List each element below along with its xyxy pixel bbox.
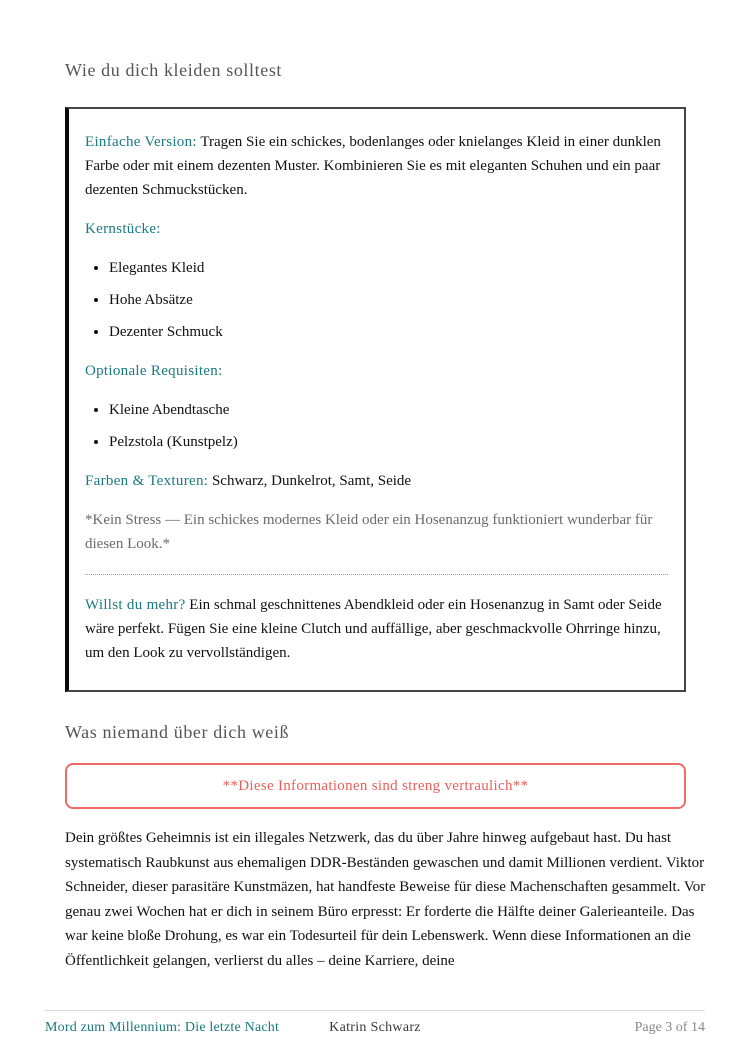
simple-version-paragraph [85,130,668,202]
confidential-banner-text: **Diese Informationen sind streng vertraulich** [222,778,529,794]
colors-textures-label: Farben & Texturen: [85,473,209,489]
footer-game-title: Mord zum Millennium: Die letzte Nacht [45,1020,280,1035]
section-title-secret: Was niemand über dich weiß [65,722,290,742]
list-item: • Dezenter Schmuck [109,320,668,344]
list-item: • Kleine Abendtasche [109,398,668,422]
page-footer [45,1010,705,1036]
core-pieces-list [85,256,668,344]
list-item: • Pelzstola (Kunstpelz) [109,430,668,454]
no-stress-note: *Kein Stress — Ein schickes modernes Kleid oder ein Hosenanzug funktioniert wunderbar für diesen Look.* [85,512,653,552]
optional-props-heading [85,359,668,383]
section-title-dress: Wie du dich kleiden solltest [65,60,283,80]
core-pieces-label: Kernstücke: [85,221,161,237]
want-more-paragraph [85,593,668,665]
colors-textures-paragraph [85,469,668,493]
optional-props-label: Optionale Requisiten: [85,363,223,379]
simple-version-label: Einfache Version: [85,134,197,150]
secret-body-paragraph: Dein größtes Geheimnis ist ein illegales Netzwerk, das du über Jahre hinweg aufgebaut hast. Du hast systematisch Raubkunst aus ehemaligen DDR-Beständen gewaschen und damit Millionen verdient. Viktor Schneider, dieser parasitäre Kunstmäzen, hat handfeste Beweise für diese Machenschaften gesammelt. Vor genau zwei Wochen hat er dich in seinem Büro erpresst: Er forderte die Hälfte deiner Galerieanteile. Das war keine bloße Drohung, es war ein Todesurteil für dein Lebenswerk. Wenn diese Informationen an die Öffentlichkeit gelangen, verlierst du alles – deine Karriere, deine [65,830,706,969]
colors-textures-text: Schwarz, Dunkelrot, Samt, Seide [211,473,412,489]
list-item: • Hohe Absätze [109,288,668,312]
dotted-divider [85,574,668,575]
footer-page-number: Page 3 of 14 [634,1020,705,1035]
want-more-label: Willst du mehr? [85,597,186,613]
simple-version-text: Tragen Sie ein schickes, bodenlanges oder knielanges Kleid in einer dunklen Farbe oder mit einem dezenten Muster. Kombinieren Sie es mit eleganten Schuhen und ein paar dezenten Schmuckstücken. [85,134,661,198]
list-item: • Elegantes Kleid [109,256,668,280]
confidential-banner-box [65,763,686,809]
footer-character-name: Katrin Schwarz [329,1020,421,1035]
outfit-instructions-box [65,107,686,692]
core-pieces-heading [85,217,668,241]
want-more-text: Ein schmal geschnittenes Abendkleid oder ein Hosenanzug in Samt oder Seide wäre perfekt. Fügen Sie eine kleine Clutch und auffällige, aber geschmackvolle Ohrringe hinzu, um den Look zu vervollständigen. [85,597,662,661]
optional-props-list [85,398,668,454]
